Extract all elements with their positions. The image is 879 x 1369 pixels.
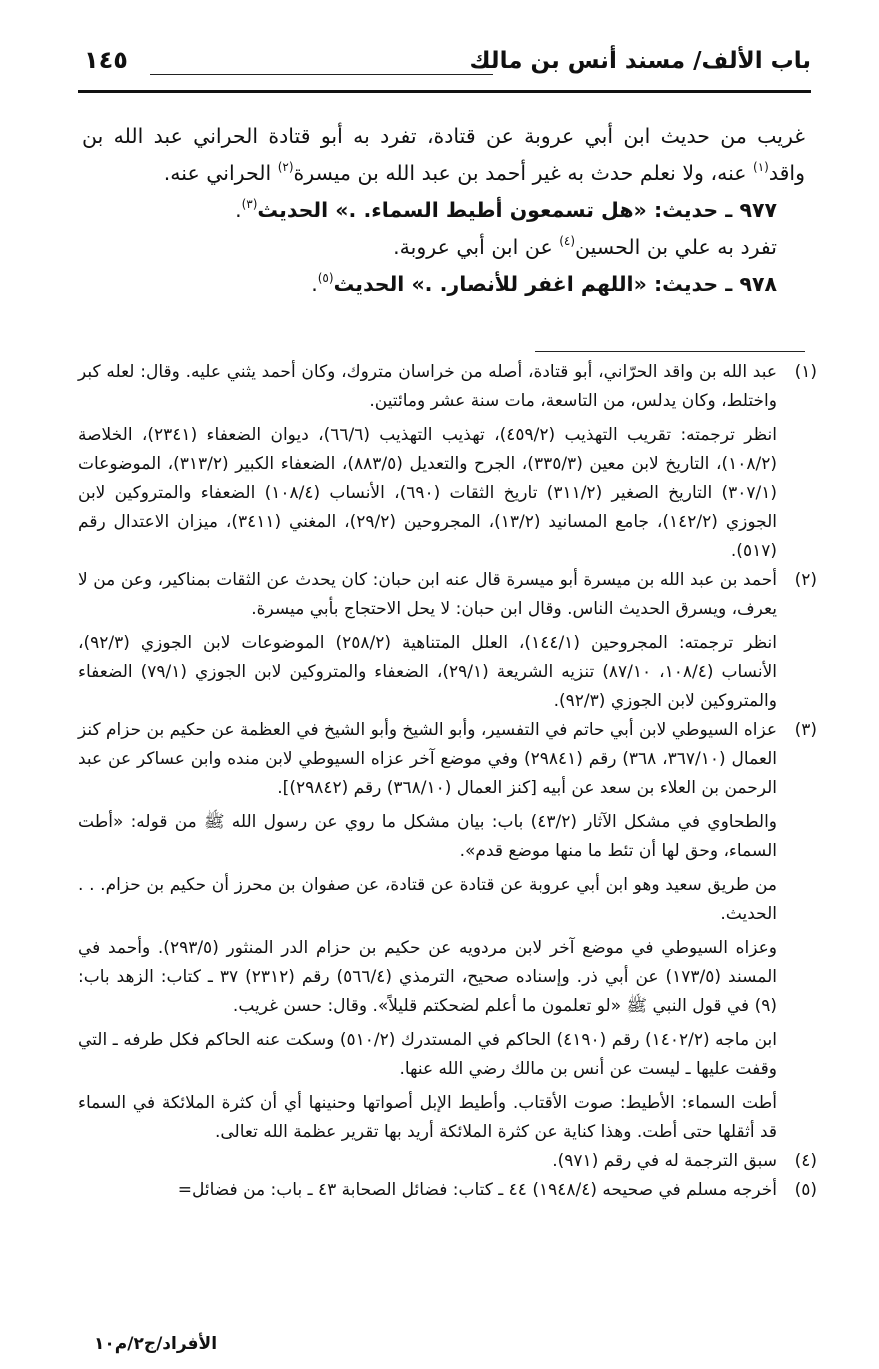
footnote-ref: (٢)	[277, 160, 294, 174]
hadith-978	[82, 266, 805, 303]
footnote-number: (٢)	[794, 570, 817, 590]
footnote-ref: (٤)	[559, 234, 576, 248]
footnotes	[78, 358, 817, 1205]
footnote-paragraph: ابن ماجه (١٤٠٢/٢) رقم (٤١٩٠) الحاكم في المستدرك (٥١٠/٢) وسكت عنه الحاكم فكل طرفه ـ التي وقفت عليها ـ ليست عن أنس بن مالك رضي الله عنها.	[78, 1030, 777, 1079]
text-run: عنه، ولا نعلم حدث به غير أحمد بن عبد الله بن ميسرة	[293, 161, 754, 185]
footnote-paragraph: من طريق سعيد وهو ابن أبي عروبة عن قتادة عن قتادة، عن صفوان بن محرز أن حكيم بن حزام. . . الحديث.	[78, 875, 777, 924]
text-run: .	[235, 198, 242, 222]
header-title: باب الألف/ مسند أنس بن مالك	[469, 48, 811, 74]
hadith-text: «هل تسمعون أطيط السماء. .» الحديث	[257, 198, 647, 222]
footnote-paragraph: انظر ترجمته: تقريب التهذيب (٤٥٩/٢)، تهذيب التهذيب (٦٦/٦)، ديوان الضعفاء (٢٣٤١)، الخلاصة (١٠٨/٢)، التاريخ لابن معين (٣٣٥/٣)، الجرح والتعديل (٨٨٣/٥)، الضعفاء الكبير (٣١٣/٢)، الموضوعات (٣٠٧/١) التاريخ الصغير (٣١١/٢) تاريخ الثقات (٦٩٠)، الأنساب (١٠٨/٤) الضعفاء والمتروكين لابن الجوزي (١٤٢/٢)، جامع المسانيد (١٣/٢)، المجروحين (٢٩/٢)، المغني (٣٤١١)، ميزان الاعتدال رقم (٥١٧).	[78, 425, 777, 561]
header-short-rule	[150, 74, 493, 75]
text-run: غريب من حديث ابن أبي عروبة عن قتادة، تفرد به أبو قتادة الحراني عبد الله بن واقد	[82, 124, 805, 185]
footnote-number: (١)	[794, 362, 817, 382]
text-run: عن ابن أبي عروبة.	[393, 235, 560, 259]
footnote-1	[78, 358, 817, 566]
footnote-paragraph: عبد الله بن واقد الحرّاني، أبو قتادة، أصله من خراسان متروك، وكان أحمد يثني عليه. وقال: لعله كبر واختلط، وكان يدلس، من التاسعة، مات سنة عشر ومائتين.	[78, 362, 777, 411]
footnote-paragraph: أخرجه مسلم في صحيحه (١٩٤٨/٤) ٤٤ ـ كتاب: فضائل الصحابة ٤٣ ـ باب: من فضائل=	[177, 1180, 777, 1200]
running-header	[78, 44, 811, 92]
footnote-ref: (٣)	[241, 197, 258, 211]
main-paragraph-2	[82, 229, 805, 266]
header-rule	[78, 90, 811, 93]
hadith-977	[82, 192, 805, 229]
footnote-number: (٥)	[794, 1180, 817, 1200]
hadith-label: ٩٧٧ ـ حديث:	[646, 198, 777, 222]
footnote-separator	[535, 351, 805, 352]
text-run: .	[311, 272, 318, 296]
hadith-label: ٩٧٨ ـ حديث:	[646, 272, 777, 296]
footnote-5	[78, 1176, 817, 1205]
footnote-ref: (١)	[753, 160, 769, 174]
page-number: ١٤٥	[84, 46, 128, 74]
main-text	[82, 118, 805, 303]
footnote-paragraph: أطت السماء: الأطيط: صوت الأقتاب. وأطيط الإبل أصواتها وحنينها أي أن كثرة الملائكة في السماء قد أثقلها حتى أطت. وهذا كناية عن كثرة الملائكة أريد بها تقرير عظمة الله تعالى.	[78, 1093, 777, 1142]
text-run: تفرد به علي بن الحسين	[575, 235, 777, 259]
printer-signature: الأفراد/ج٢/م١٠	[94, 1334, 218, 1354]
hadith-text: «اللهم اغفر للأنصار. .» الحديث	[333, 272, 647, 296]
footnote-ref: (٥)	[317, 271, 334, 285]
main-paragraph-1	[82, 118, 805, 192]
footnote-4	[78, 1147, 817, 1176]
footnote-paragraph: أحمد بن عبد الله بن ميسرة أبو ميسرة قال عنه ابن حبان: كان يحدث عن الثقات بمناكير، وعن من لا يعرف، ويسرق الحديث الناس. وقال ابن حبان: لا يحل الاحتجاج بأبي ميسرة.	[78, 570, 777, 619]
footnote-number: (٤)	[794, 1151, 817, 1171]
footnote-2	[78, 566, 817, 716]
footnote-paragraph: وعزاه السيوطي في موضع آخر لابن مردويه عن حكيم بن حزام الدر المنثور (٢٩٣/٥). وأحمد في المسند (١٧٣/٥) عن أبي ذر. وإسناده صحيح، الترمذي (٥٦٦/٤) رقم (٢٣١٢) ٣٧ ـ كتاب: الزهد باب: (٩) في قول النبي ﷺ «لو تعلمون ما أعلم لضحكتم قليلاً». وقال: حسن غريب.	[78, 938, 777, 1016]
footnote-3	[78, 716, 817, 1147]
text-run: الحراني عنه.	[163, 161, 278, 185]
footnote-paragraph: عزاه السيوطي لابن أبي حاتم في التفسير، وأبو الشيخ وأبو الشيخ في العظمة عن حكيم بن حزام كنز العمال (٣٦٧/١٠، ٣٦٨) رقم (٢٩٨٤١) وفي موضع آخر عزاه السيوطي لابن منده وابن عساكر عن عبد الرحمن بن العلاء بن سعد عن أبيه [كنز العمال (٣٦٨/١٠) رقم (٢٩٨٤٢)].	[78, 720, 777, 798]
footnote-number: (٣)	[794, 720, 817, 740]
footnote-paragraph: سبق الترجمة له في رقم (٩٧١).	[552, 1151, 777, 1171]
footnote-paragraph: والطحاوي في مشكل الآثار (٤٣/٢) باب: بيان مشكل ما روي عن رسول الله ﷺ من قوله: «أطت السماء، وحق لها أن تئط ما منها موضع قدم».	[78, 812, 778, 861]
footnote-paragraph: انظر ترجمته: المجروحين (١٤٤/١)، العلل المتناهية (٢٥٨/٢) الموضوعات لابن الجوزي (٩٢/٣)، الأنساب (١٠٨/٤، ٨٧/١٠) تنزيه الشريعة (٢٩/١)، الضعفاء والمتروكين لابن الجوزي (٧٩/١) الضعفاء والمتروكين لابن الجوزي (٩٢/٣).	[78, 633, 778, 711]
